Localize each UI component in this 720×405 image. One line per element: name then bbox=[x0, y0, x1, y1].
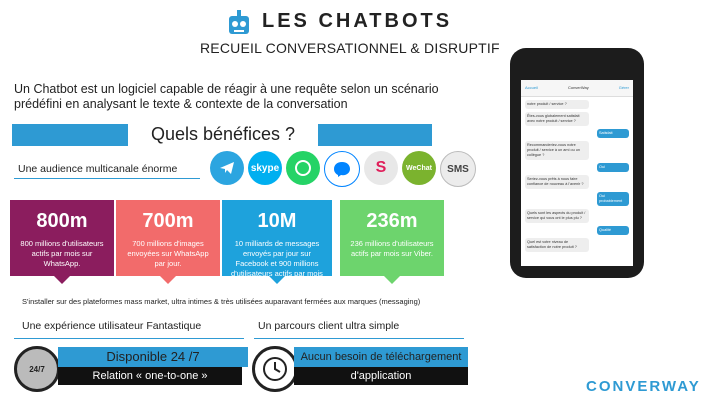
stat-card-viber-users bbox=[340, 200, 444, 276]
platform-note: S'installer sur des plateformes mass market, ultra intimes & très utilisées auparavant fermées aux marques (messaging) bbox=[22, 297, 421, 306]
wechat-icon bbox=[402, 151, 436, 185]
stat-card-whatsapp-images bbox=[116, 200, 220, 276]
chat-message: Êtes-vous globalement satisfait avec notre produit / service ? bbox=[525, 112, 589, 126]
wechat-label: WeChat bbox=[406, 164, 432, 172]
chat-message: Seriez-vous prêts à nous faire confiance de nouveau à l'avenir ? bbox=[525, 175, 589, 189]
stat-text: 236 millions d'utilisateurs actifs par mois sur Viber. bbox=[350, 239, 434, 258]
availability-24-7-icon bbox=[14, 346, 60, 392]
brand-logo: CONVERWAY bbox=[586, 378, 701, 395]
stat-value: 700m bbox=[142, 210, 194, 232]
robot-logo-icon bbox=[226, 8, 252, 38]
parcours-underline bbox=[254, 338, 464, 339]
phone-manage-link[interactable]: Gérer bbox=[618, 85, 629, 90]
stat-text: 800 millions d'utilisateurs actifs par mois sur WhatsApp. bbox=[20, 239, 104, 268]
chat-message: Recommanderiez-vous notre produit / service à un ami ou un collègue ? bbox=[525, 141, 589, 160]
slack-icon bbox=[364, 151, 398, 185]
stat-tail bbox=[160, 276, 176, 284]
slack-label: S bbox=[375, 159, 387, 176]
badge-label: 24/7 bbox=[29, 364, 45, 374]
experience-underline bbox=[14, 338, 244, 339]
relation-bar: Relation « one-to-one » bbox=[58, 367, 242, 385]
audience-underline bbox=[14, 178, 200, 179]
stat-tail bbox=[384, 276, 400, 284]
clock-icon bbox=[252, 346, 298, 392]
chat-message: Satisfait bbox=[597, 129, 629, 138]
stat-card-facebook-messages bbox=[222, 200, 332, 288]
application-bar: d'application bbox=[294, 367, 468, 385]
no-download-bar: Aucun besoin de téléchargement bbox=[294, 347, 468, 367]
stat-text: 700 millions d'images envoyées sur WhatsApp par jour. bbox=[127, 239, 209, 268]
benefits-heading: Quels bénéfices ? bbox=[128, 120, 318, 148]
skype-icon bbox=[248, 151, 282, 185]
chat-message: Quels sont les aspects du produit / service qui vous ont le plus plu ? bbox=[525, 209, 589, 223]
chat-message: Oui probablement bbox=[597, 192, 629, 206]
phone-back-link[interactable]: Accueil bbox=[525, 85, 538, 90]
chat-message: notre produit / service ? bbox=[525, 100, 589, 109]
stat-value: 10M bbox=[257, 210, 297, 232]
whatsapp-icon bbox=[286, 151, 320, 185]
experience-label: Une expérience utilisateur Fantastique bbox=[22, 320, 202, 332]
chat-message: Quel est votre niveau de satisfaction de notre produit ? bbox=[525, 238, 589, 252]
skype-label: skype bbox=[250, 162, 280, 174]
page-title: LES CHATBOTS bbox=[262, 10, 453, 32]
stat-value: 800m bbox=[36, 210, 88, 232]
chat-message: Oui bbox=[597, 163, 629, 172]
phone-screen bbox=[521, 80, 633, 266]
parcours-label: Un parcours client ultra simple bbox=[258, 320, 400, 332]
sms-icon bbox=[440, 151, 476, 187]
stat-text: 10 milliards de messages envoyés par jour sur Facebook et 900 millions d'utilisateurs actifs par mois sur Messenger. bbox=[231, 239, 323, 288]
intro-text: Un Chatbot est un logiciel capable de réagir à une requête selon un scénario prédéfini en analysant le texte & contexte de la conversation bbox=[14, 82, 439, 111]
availability-bar: Disponible 24 /7 bbox=[58, 347, 248, 367]
phone-header bbox=[521, 80, 633, 97]
sms-label: SMS bbox=[447, 163, 469, 175]
channel-icons bbox=[210, 151, 476, 185]
stat-tail bbox=[269, 276, 285, 284]
audience-label: Une audience multicanale énorme bbox=[18, 163, 178, 175]
messenger-icon bbox=[324, 151, 360, 187]
phone-title: ConverWay bbox=[567, 85, 589, 90]
chat-message: Qualité bbox=[597, 226, 629, 235]
stat-tail bbox=[54, 276, 70, 284]
telegram-icon bbox=[210, 151, 244, 185]
stat-card-whatsapp-users bbox=[10, 200, 114, 276]
page-subtitle: RECUEIL CONVERSATIONNEL & DISRUPTIF bbox=[200, 40, 500, 56]
stat-value: 236m bbox=[366, 210, 418, 232]
chat-thread bbox=[521, 100, 633, 252]
